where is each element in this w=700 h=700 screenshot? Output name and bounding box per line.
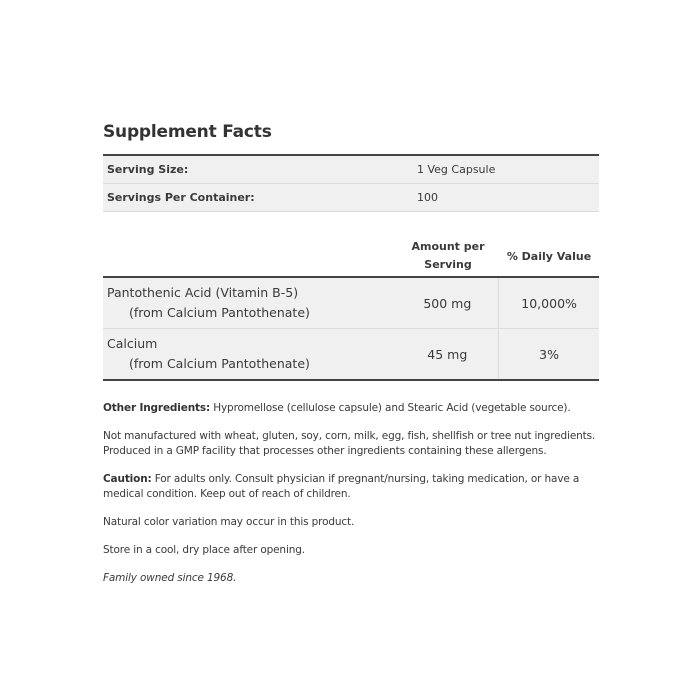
nutrient-name: Calcium <box>107 336 158 351</box>
daily-value-header: % Daily Value <box>506 249 592 263</box>
servings-per-container-value: 100 <box>417 191 438 204</box>
servings-per-container-label: Servings Per Container: <box>107 191 255 204</box>
nutrient-name-cell <box>103 278 396 328</box>
caution-text: For adults only. Consult physician if pregnant/nursing, taking medication, or have a medical condition. Keep out of reach of children. <box>103 473 580 500</box>
serving-size-row <box>103 156 599 184</box>
nutrient-source: (from Calcium Pantothenate) <box>129 305 310 320</box>
nutrient-amount: 45 mg <box>427 346 468 362</box>
other-ingredients-note <box>103 401 599 416</box>
other-ingredients-text: Hypromellose (cellulose capsule) and Stearic Acid (vegetable source). <box>210 402 571 414</box>
nutrient-table <box>103 276 599 381</box>
nutrient-table-header <box>103 236 599 276</box>
other-ingredients-label: Other Ingredients: <box>103 402 211 414</box>
storage-note: Store in a cool, dry place after opening. <box>103 544 305 556</box>
caution-note <box>103 472 599 502</box>
nutrient-daily-value: 3% <box>498 329 599 379</box>
page-title: Supplement Facts <box>103 122 272 142</box>
nutrient-source: (from Calcium Pantothenate) <box>129 356 310 371</box>
color-variation-note: Natural color variation may occur in this product. <box>103 516 355 528</box>
nutrient-row <box>103 278 599 328</box>
nutrient-row <box>103 328 599 379</box>
serving-table <box>103 154 599 212</box>
amount-header-line2: Serving <box>424 258 472 271</box>
serving-size-value: 1 Veg Capsule <box>417 163 496 176</box>
nutrient-amount: 500 mg <box>423 295 472 311</box>
nutrient-name: Pantothenic Acid (Vitamin B-5) <box>107 285 299 300</box>
supplement-facts-panel <box>103 120 599 599</box>
servings-per-container-row <box>103 184 599 212</box>
nutrient-name-cell <box>103 329 396 379</box>
allergen-note: Not manufactured with wheat, gluten, soy, corn, milk, egg, fish, shellfish or tree nut ingredients. Produced in a GMP facility that processes other ingredients containing these allergens. <box>103 430 596 457</box>
amount-header-line1: Amount per <box>411 240 485 253</box>
nutrient-daily-value: 10,000% <box>498 278 599 328</box>
caution-label: Caution: <box>103 473 152 485</box>
amount-per-serving-header <box>397 238 499 274</box>
family-owned-note: Family owned since 1968. <box>103 572 237 584</box>
serving-size-label: Serving Size: <box>107 163 189 176</box>
product-notes <box>103 401 599 586</box>
